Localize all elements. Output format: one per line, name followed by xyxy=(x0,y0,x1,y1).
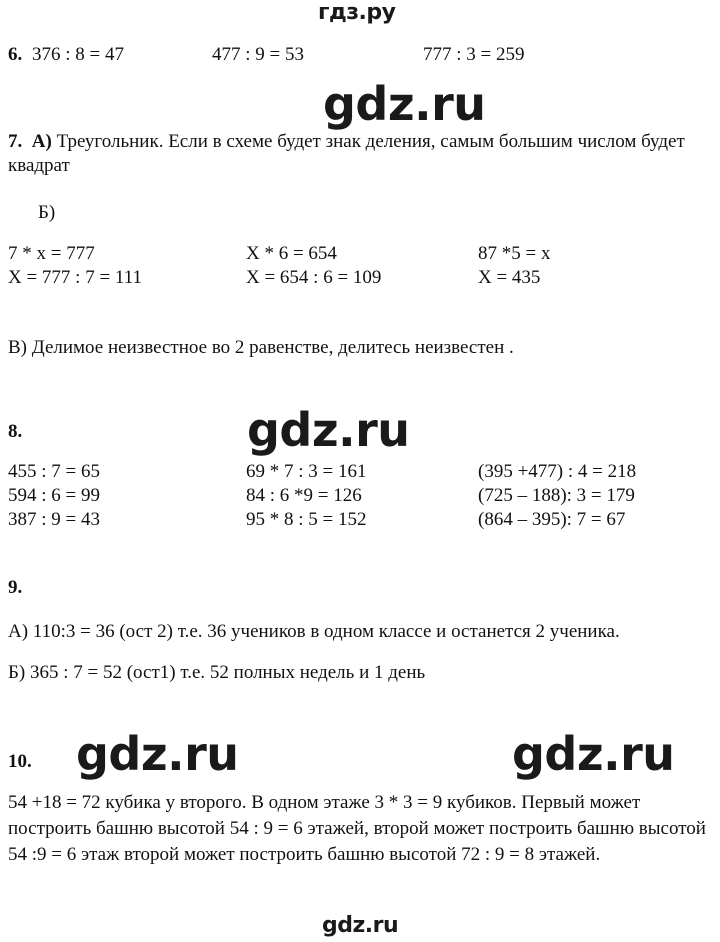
footer-watermark: gdz.ru xyxy=(322,913,399,938)
task7-col1-line2: X = 777 : 7 = 111 xyxy=(8,267,143,288)
task10-number: 10. xyxy=(8,751,32,772)
task7-part-a-text: Треугольник. Если в схеме будет знак деления, самым большим числом будет квадрат xyxy=(8,131,685,176)
task8-number: 8. xyxy=(8,421,23,442)
task9-line-a: А) 110:3 = 36 (ост 2) т.е. 36 учеников в одном классе и останется 2 ученика. xyxy=(8,621,620,642)
task7-part-b-label: Б) xyxy=(38,202,56,223)
task8-col2-line3: 95 * 8 : 5 = 152 xyxy=(246,509,367,530)
watermark-gdz-2: gdz.ru xyxy=(247,403,410,457)
task8-col1-line1: 455 : 7 = 65 xyxy=(8,461,100,482)
task8-col3-line3: (864 – 395): 7 = 67 xyxy=(478,509,626,530)
header-watermark: гдз.ру xyxy=(318,0,396,25)
task8-col1-line3: 387 : 9 = 43 xyxy=(8,509,100,530)
task8-col3-line2: (725 – 188): 3 = 179 xyxy=(478,485,635,506)
task6-number: 6. xyxy=(8,44,23,65)
watermark-gdz-4: gdz.ru xyxy=(512,727,675,781)
task8-col3-line1: (395 +477) : 4 = 218 xyxy=(478,461,637,482)
task8-col1-line2: 594 : 6 = 99 xyxy=(8,485,100,506)
task9-line-b: Б) 365 : 7 = 52 (ост1) т.е. 52 полных недель и 1 день xyxy=(8,662,426,683)
task6-eq2: 477 : 9 = 53 xyxy=(212,44,304,65)
task7-part-v: В) Делимое неизвестное во 2 равенстве, делитесь неизвестен . xyxy=(8,337,514,358)
task7-part-a xyxy=(8,130,698,178)
task10-text: 54 +18 = 72 кубика у второго. В одном этаже 3 * 3 = 9 кубиков. Первый может построить башню высотой 54 : 9 = 6 этажей, второй может построить башню высотой 54 :9 = 6 этаж второй может построить башню высотой 72 : 9 = 8 этажей. xyxy=(8,792,706,865)
task7-number: 7. xyxy=(8,131,23,152)
task7-col1-line1: 7 * x = 777 xyxy=(8,243,95,264)
watermark-gdz-3: gdz.ru xyxy=(76,727,239,781)
task7-col3-line1: 87 *5 = x xyxy=(478,243,551,264)
watermark-gdz-1: gdz.ru xyxy=(323,77,486,131)
task7-col2-line2: X = 654 : 6 = 109 xyxy=(246,267,382,288)
task8-col2-line2: 84 : 6 *9 = 126 xyxy=(246,485,362,506)
task7-col3-line2: X = 435 xyxy=(478,267,541,288)
task6-eq3: 777 : 3 = 259 xyxy=(423,44,525,65)
task7-part-a-label: А) xyxy=(31,131,52,152)
task8-col2-line1: 69 * 7 : 3 = 161 xyxy=(246,461,367,482)
task6-eq1: 376 : 8 = 47 xyxy=(32,44,124,65)
task9-number: 9. xyxy=(8,577,23,598)
task7-col2-line1: X * 6 = 654 xyxy=(246,243,337,264)
